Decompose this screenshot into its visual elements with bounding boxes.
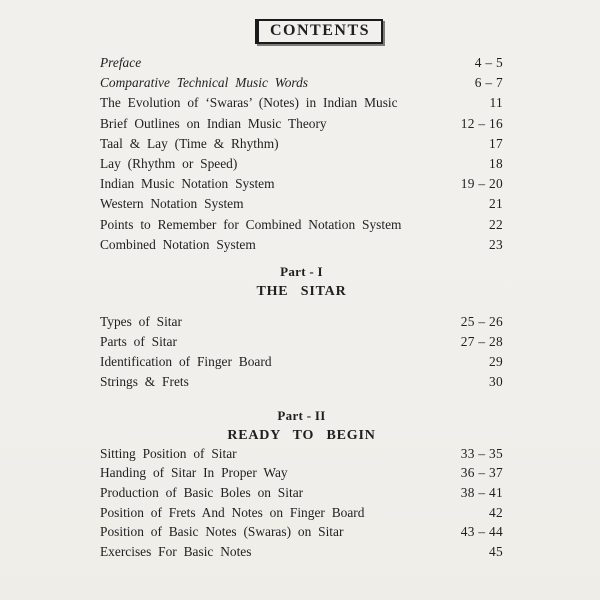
toc-entry-title: Types of Sitar	[100, 313, 182, 329]
toc-entry	[100, 116, 503, 136]
toc-entry-pages: 33 – 35	[460, 445, 503, 461]
part-heading-block	[100, 262, 503, 302]
section-heading: THE SITAR	[256, 283, 347, 299]
toc-entry-pages: 11	[489, 95, 503, 111]
toc-entry-title: Taal & Lay (Time & Rhythm)	[100, 135, 279, 151]
toc-entry	[100, 196, 503, 216]
toc-entry-pages: 21	[489, 196, 503, 212]
toc-entry-title: Exercises For Basic Notes	[100, 544, 252, 560]
toc-entry	[100, 446, 503, 466]
toc-entry-pages: 18	[489, 155, 503, 171]
toc-entry	[100, 217, 503, 237]
toc-entry-title: The Evolution of ‘Swaras’ (Notes) in Indian Music	[100, 95, 398, 111]
toc-entry-pages: 6 – 7	[474, 75, 503, 91]
toc-entry	[100, 237, 503, 257]
toc-entry-title: Sitting Position of Sitar	[100, 445, 237, 461]
toc-entry-title: Lay (Rhythm or Speed)	[100, 155, 238, 171]
entry-list	[100, 446, 503, 564]
toc-entry-title: Position of Basic Notes (Swaras) on Sitar	[100, 524, 344, 540]
toc-entry-pages: 42	[489, 504, 503, 520]
contents-title: CONTENTS	[270, 22, 371, 39]
toc-entry	[100, 156, 503, 176]
toc-entry	[100, 334, 503, 354]
toc-entry	[100, 55, 503, 75]
toc-entry	[100, 176, 503, 196]
toc-entry-pages: 30	[489, 374, 503, 390]
toc-entry-title: Western Notation System	[100, 196, 244, 212]
toc-entry	[100, 75, 503, 95]
toc-entry-pages: 27 – 28	[460, 334, 503, 350]
toc-entry-title: Preface	[100, 55, 142, 70]
toc-entry	[100, 374, 503, 394]
toc-entry-pages: 4 – 5	[474, 55, 503, 70]
part-heading-block	[100, 406, 503, 446]
toc-entry-pages: 43 – 44	[460, 524, 503, 540]
toc-entry	[100, 314, 503, 334]
toc-entry	[100, 544, 503, 564]
toc-entry	[100, 485, 503, 505]
entry-list	[100, 314, 503, 395]
part-label: Part - I	[280, 263, 323, 279]
toc-entry-title: Handing of Sitar In Proper Way	[100, 465, 288, 481]
toc-entry-title: Indian Music Notation System	[100, 176, 275, 192]
toc-entry-title: Identification of Finger Board	[100, 354, 272, 370]
toc-entry-title: Brief Outlines on Indian Music Theory	[100, 115, 327, 131]
toc-entry	[100, 95, 503, 115]
section-heading: READY TO BEGIN	[227, 427, 376, 443]
toc-entry-pages: 29	[489, 354, 503, 370]
toc-entry-pages: 36 – 37	[460, 465, 503, 481]
toc-entry	[100, 354, 503, 374]
toc-entry-title: Parts of Sitar	[100, 334, 177, 350]
toc-entry-pages: 45	[489, 544, 503, 560]
toc-entry-pages: 25 – 26	[460, 313, 503, 329]
toc-entry-pages: 12 – 16	[460, 115, 503, 131]
toc-entry	[100, 465, 503, 485]
toc-entry-title: Strings & Frets	[100, 374, 189, 390]
contents-title-box	[255, 19, 383, 44]
toc-entry	[100, 505, 503, 525]
entry-list	[100, 55, 503, 257]
toc-entry-pages: 23	[489, 236, 503, 252]
toc-entry-title: Production of Basic Boles on Sitar	[100, 485, 304, 500]
toc-entry-title: Comparative Technical Music Words	[100, 75, 309, 91]
part-label: Part - II	[277, 407, 326, 423]
toc-entry	[100, 524, 503, 544]
table-of-contents	[100, 55, 503, 564]
toc-entry-pages: 19 – 20	[460, 176, 503, 192]
toc-entry-pages: 17	[489, 135, 503, 151]
toc-entry-title: Combined Notation System	[100, 236, 256, 252]
toc-entry-title: Points to Remember for Combined Notation System	[100, 216, 402, 232]
toc-entry-title: Position of Frets And Notes on Finger Board	[100, 504, 365, 520]
toc-entry-pages: 38 – 41	[460, 485, 503, 500]
toc-entry-pages: 22	[489, 216, 503, 232]
toc-entry	[100, 136, 503, 156]
